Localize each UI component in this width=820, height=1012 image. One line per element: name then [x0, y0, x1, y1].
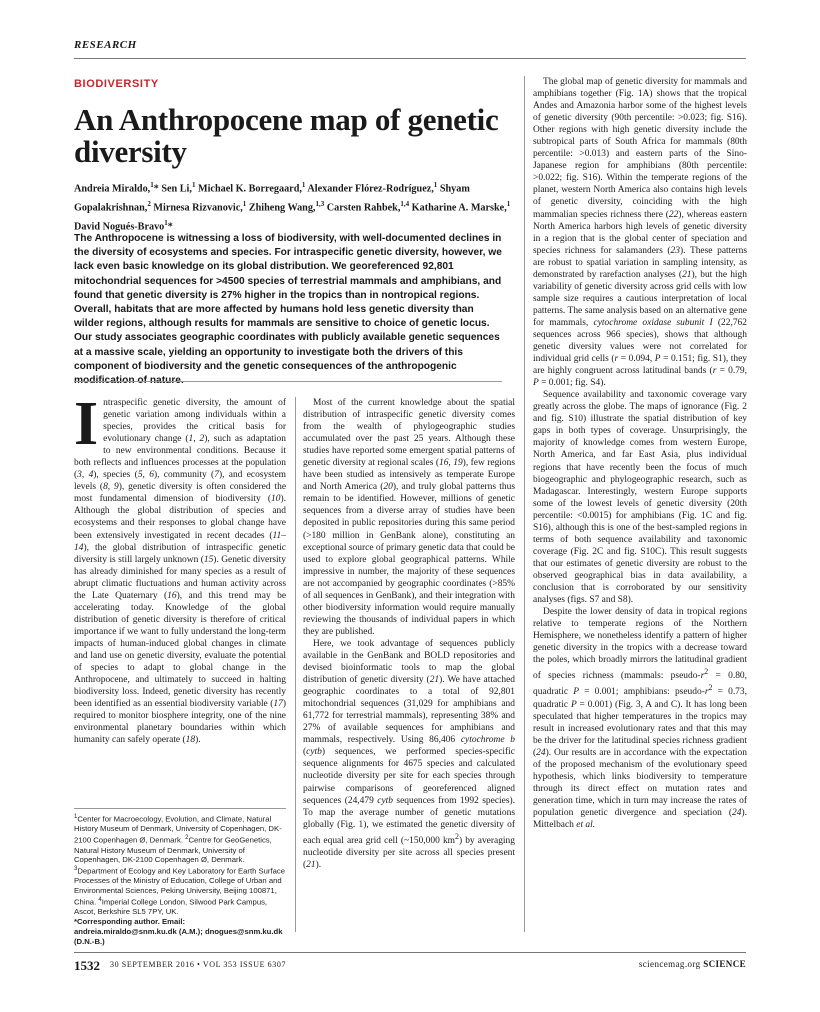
header-rule: [74, 58, 746, 59]
section-label: RESEARCH: [74, 39, 137, 51]
column-divider: [295, 397, 296, 932]
body-column-1: [74, 390, 287, 746]
paragraph: The global map of genetic diversity for mammals and amphibians together (Fig. 1A) shows that the tropical Andes and Amazonia harbor some of the highest levels of genetic diversity (90th percentile: >0.023; fig. S16). Other regions with high genetic diversity include the subtropical parts of South Africa for mammals (80th percentile: >0.013) and eastern parts of the Sino-Japanese region for amphibians (80th percentile: >0.022; fig. S16). Within the temperate regions of the planet, western North America also contains high levels of genetic diversity, coinciding with the high mammalian species richness there (22), whereas eastern North America harbors high levels of genetic diversity in a region that is the global center of speciation and species richness for salamanders (23). These patterns are robust to spatial variation in sampling intensity, as demonstrated by rarefaction analyses (21), but the high variability of genetic diversity across grid cells with low sample size requires a cautious interpretation of local patterns. The same analysis based on an alternative gene for mammals, cytochrome oxidase subunit I (22,762 sequences across 966 species), shows that although genetic diversity values were not correlated for individual grid cells (r = 0.094, P = 0.151; fig. S1), they are highly congruent across latitudinal bands (r = 0.79, P = 0.001; fig. S4).: [533, 77, 748, 389]
author-list: Andreia Miraldo,$^1$* Sen Li,$^1$ Michael K. Borregaard,$^1$ Alexander Flórez-Rodríguez,$^1$ Shyam Gopalakrishnan,$^2$ Mirnesa Rizvanovic,$^1$ Zhiheng Wang,$^{1,3}$ Carsten Rahbek,$^{1,4}$ Katharine A. Marske,$^1$ David Nogués-Bravo$^1$*: [74, 181, 511, 233]
abstract: The Anthropocene is witnessing a loss of biodiversity, with well-documented declines in the diversity of ecosystems and species. For intraspecific genetic diversity, however, we lack even basic knowledge on its global distribution. We georeferenced 92,801 mitochondrial sequences for >4500 species of terrestrial mammals and amphibians, and found that genetic diversity is 27% higher in the tropics than in nontropical regions. Overall, habitats that are more affected by humans hold less genetic diversity than wilder regions, although results for mammals are sensitive to choice of genetic locus. Our study associates geographic coordinates with publicly available genetic sequences at a massive scale, yielding an opportunity to investigate both the drivers of this component of biodiversity and the genetic consequences of the anthropogenic: [74, 233, 502, 372]
paragraph: Most of the current knowledge about the spatial distribution of intraspecific genetic diversity comes from the wealth of phylogeographic studies accumulated over the past 25 years. Although these studies have reported some emergent spatial patterns of genetic diversity at regional scales (16, 19), few regions have been studied as intensively as temperate Europe and North America (20), and truly global patterns thus remain to be identified. However, millions of genetic sequences from a diverse array of studies have been deposited in public repositories during this same period (>180 million in GenBank alone), constituting an exceptional source of primary genetic data that could be used to explore global geographical patterns. While impressive in number, the majority of these sequences are not accompanied by geographic coordinates (>85% of all sequences in GenBank), and their integration with other biodiversity information would require manually reviewing the thousands of individual papers in which they are published.: [303, 398, 516, 637]
paragraph: Sequence availability and taxonomic coverage vary greatly across the globe. The maps of ignorance (Fig. 2 and fig. S10) illustrate the spatial distribution of key gaps in both types of coverage. Unsurprisingly, the majority of knowledge comes from western Europe, North America, and far East Asia, plus individual regions that have recently been the focus of much biogeographic and phylogeographic research, such as Madagascar. Interestingly, western Europe supports some of the lowest levels of genetic diversity (20th percentile: <0.0015) for amphibians (Fig. 1C and fig. S16), although this is one of the best-sampled regions in terms of both sequence availability and taxonomic coverage (Fig. 2C and fig. S10C). This result suggests that our estimates of genetic diversity are robust to the observed geographical bias in data availability, a conclusion that is corroborated by our sensitivity analyses (figs. S7 and S8).: [533, 390, 747, 606]
abstract-rule: [74, 381, 502, 382]
footnote-rule: [74, 808, 286, 809]
page-number: 1532: [74, 958, 100, 973]
paragraph: Despite the lower density of data in tropical regions relative to temperate regions of the Northern Hemisphere, we nonetheless identify a pattern of higher genetic diversity in the tropics with a decrease toward the poles, which broadly mirrors the latitudinal gradient of species richness (mammals: pseudo-$r^2 = 0.80$, quadratic P = 0.001; amphibians: pseudo-$r^2 = 0.73$, quadratic P = 0.001) (Fig. 3, A and C). It has long been speculated that higher temperatures in the tropics may result in increased evolutionary rates and that this may be the driver for the latitudinal species richness gradient (24). Our results are in accordance with the expectation of the proposed mechanism of the evolutionary speed hypothesis, which links biodiversity to temperature through its direct effect on mutation rates and generation time, which in turn may increase the rates of population genetic divergence and speciation (24). Mittelbach et al.: [533, 607, 747, 831]
article-title: An Anthropocene map of genetic diversity: [74, 102, 499, 169]
body-column-3: [533, 76, 747, 831]
paragraph: Here, we took advantage of sequences publicly available in the GenBank and BOLD repositories and devised bioinformatic tools to map the global distribution of genetic diversity (21). We have attached geographic coordinates to a total of 92,801 mitochondrial sequences (31,029 for amphibians and 61,772 for terrestrial mammals), representing 38% and 27% of available sequences for amphibians and mammals, respectively. Using 86,406 cytochrome b (cytb) sequences, we performed species-specific sequence alignments for 4675 species and calculated nucleotide diversity per site for each species through pairwise comparisons of georeferenced aligned sequences (24,479 cytb sequences from 1992 species). To map the average number of genetic mutations globally (Fig. 1), we estimated the genetic diversity of each equal area grid cell (~150,000 $km^2$) by averaging nucleotide diversity per site across all species present (21).: [303, 638, 515, 870]
column-divider: [524, 76, 525, 932]
site-url: sciencemag.org: [638, 959, 701, 969]
journal-site: [639, 959, 746, 969]
journal-name: SCIENCE: [703, 959, 746, 969]
issue-info: 30 SEPTEMBER 2016 • VOL 353 ISSUE 6307: [110, 960, 287, 969]
paragraph: [74, 390, 287, 746]
kicker: BIODIVERSITY: [74, 78, 159, 90]
body-column-2: [303, 397, 515, 871]
paragraph-text: ntraspecific genetic diversity, the amount of genetic variation among individuals within a species, provides the critical basis for evolutionary change (1, 2), such as adaptation to new environmental conditions. Because it both reflects and influences processes at the population (3, 4), species (5, 6), community (7), and ecosystem levels (8, 9), genetic diversity is often considered the most fundamental dimension of biodiversity (10). Although the global distribution of species and ecosystems and their responses to global change have been extensively investigated in recent decades (11–14), the global distribution of intraspecific genetic diversity is still largely unknown (15). Genetic diversity has already diminished for many species as a result of abrupt climatic fluctuations and human activity across the Late Quaternary (16), and this trend may be accelerating today. Knowledge of the global distribution of genetic diversity is therefore of critical importance if we want to fully understand the long-term impacts of human-induced global changes in climate and land use on genetic diversity, evaluate the potential of species to adapt to global change in the Anthropocene, and ultimately to succeed in halting biodiversity loss. Indeed, genetic diversity has recently been identified as an essential biodiversity variable (17) required to monitor biosphere integrity, one of the nine environmental planetary boundaries within which humanity can safely operate (18).: [74, 398, 287, 746]
footer-rule: [74, 952, 746, 953]
drop-cap: I: [74, 390, 99, 458]
affiliations-footnote: $^1$Center for Macroecology, Evolution, and Climate, Natural History Museum of Denmark, University of Copenhagen, DK-2100 Copenhagen Ø, Denmark. $^2$Centre for GeoGenetics, Natural History Museum of Denmark, University of Copenhagen, DK-2100 Copenhagen Ø, Denmark. $^3$Department of Ecology and Key Laboratory for Earth Surface Processes of the Ministry of Education, College of Urban and Environmental Sciences, Peking University, Beijing 100871, China. $^4$Imperial College London, Silwood Park Campus, Ascot, Berkshire SL5 7PY, UK. *Corresponding author. Email: andreia.miraldo@snm.ku.dk (A.M.); dnogues@snm.ku.dk (D.N.-B.): [74, 814, 286, 946]
